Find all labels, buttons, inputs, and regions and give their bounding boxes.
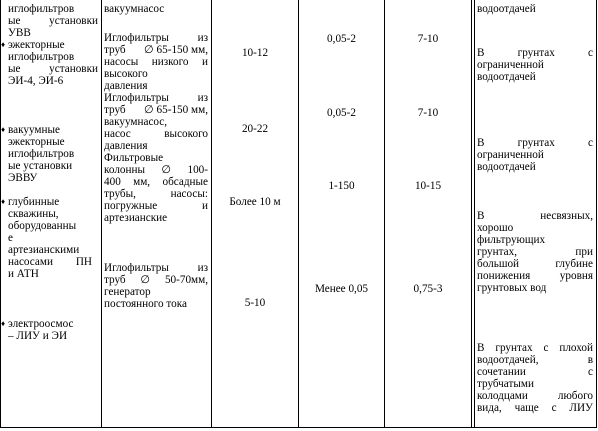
list-item-text: скважины, xyxy=(8,208,59,220)
list-item-text: эжекторные xyxy=(8,136,65,148)
col2-text: Иглофильтры из xyxy=(104,262,208,274)
col2-text: давления xyxy=(104,80,148,92)
col4-value: 0,05-2 xyxy=(327,33,356,45)
list-item-text: ЭВВУ xyxy=(8,172,38,184)
col4-value: Менее 0,05 xyxy=(314,283,369,295)
list-item-text: ЭИ-4, ЭИ-6 xyxy=(8,75,64,87)
col2-text: Иглофильтры из xyxy=(104,32,208,44)
col2-text: погружные и xyxy=(104,200,208,212)
col6-text: водоотдачей xyxy=(477,161,536,173)
col6-text: водоотдачей xyxy=(477,3,536,15)
col4-value: 0,05-2 xyxy=(327,107,356,119)
col2-text: Фильтровые xyxy=(104,152,164,164)
col6-text: вида, чаще с ЛИУ xyxy=(477,402,593,414)
col6-text: фильтрующих xyxy=(477,234,546,246)
col2-text: генератор xyxy=(104,286,151,298)
col6-text: трубчатыми xyxy=(477,378,534,390)
col5-value: 10-15 xyxy=(414,180,442,192)
col6-text: грунтах, при xyxy=(477,246,593,258)
bullet-icon: ♦ xyxy=(1,40,6,49)
col2-text: трубы, насосы: xyxy=(104,188,208,200)
col2-text: давления xyxy=(104,140,148,152)
list-item-text: иглофильтров xyxy=(8,51,75,63)
col2-text: артезианские xyxy=(104,212,168,224)
col2-text: вакуумнасос, xyxy=(104,116,168,128)
col4-value: 1-150 xyxy=(328,180,355,192)
list-item-text: и АТН xyxy=(8,268,39,280)
col5-value: 7-10 xyxy=(417,107,439,119)
col2-text: колонны ∅ 100- xyxy=(104,164,208,176)
col6-text: В грунтах с xyxy=(477,47,593,59)
col6-text: водоотдачей, в xyxy=(477,354,593,366)
col6-text: В несвязных, xyxy=(477,210,593,222)
bullet-icon: ♦ xyxy=(1,197,6,206)
col2-text: высокого xyxy=(104,68,148,80)
list-item-text: е xyxy=(8,232,13,244)
col6-text: колодцами любого xyxy=(477,390,593,402)
list-item-text: насосами ПН xyxy=(8,256,92,268)
col2-text: труб ∅ 50-70мм, xyxy=(104,274,208,286)
col6-text: большой глубине xyxy=(477,258,593,270)
col6-text: водоотдачей xyxy=(477,71,536,83)
list-item-text: – ЛИУ и ЭИ xyxy=(8,330,68,342)
col3-value: 20-22 xyxy=(241,123,269,135)
list-item-text: электроосмос xyxy=(8,318,74,330)
col6-text: ограниченной xyxy=(477,59,544,71)
col6-text: сочетании с xyxy=(477,366,593,378)
list-item-text: артезианскими xyxy=(8,244,80,256)
col6-text: В грунтах с xyxy=(477,137,593,149)
list-item-text: иглофильтров xyxy=(8,148,75,160)
col6-text: хорошо xyxy=(477,222,514,234)
col2-text: постоянного тока xyxy=(104,298,187,310)
col2-text: труб ∅ 65-150 мм, xyxy=(104,44,208,56)
col1-text: ые установки xyxy=(8,15,98,27)
col5-value: 7-10 xyxy=(417,33,439,45)
col3-value: 10-12 xyxy=(241,47,269,59)
list-item-text: оборудованны xyxy=(8,220,77,232)
col1-text: иглофильтров xyxy=(8,3,75,15)
list-item-text: эжекторные xyxy=(8,39,65,51)
col2-text: вакуумнасос xyxy=(104,3,165,15)
bullet-icon: ♦ xyxy=(1,125,6,134)
col6-text: В грунтах с плохой xyxy=(477,342,593,354)
col6-text: грунтовых вод xyxy=(477,282,547,294)
col2-text: Иглофильтры из xyxy=(104,92,208,104)
list-item-text: ые установки xyxy=(8,63,98,75)
bullet-icon: ♦ xyxy=(1,319,6,328)
col6-text: ограниченной xyxy=(477,149,544,161)
col3-value: 5-10 xyxy=(244,297,266,309)
col2-text: насосы низкого и xyxy=(104,56,208,68)
col6-text: понижения уровня xyxy=(477,270,593,282)
list-item-text: вакуумные xyxy=(8,124,60,136)
col5-value: 0,75-3 xyxy=(413,283,443,295)
col2-text: труб ∅ 65-150 мм, xyxy=(104,104,208,116)
col2-text: насос высокого xyxy=(104,128,208,140)
col1-text: УВВ xyxy=(8,27,31,39)
col2-text: 400 мм, обсадные xyxy=(104,176,208,188)
list-item-text: ые установки xyxy=(8,160,73,172)
list-item-text: глубинные xyxy=(8,196,60,208)
col3-value: Более 10 м xyxy=(229,196,281,208)
